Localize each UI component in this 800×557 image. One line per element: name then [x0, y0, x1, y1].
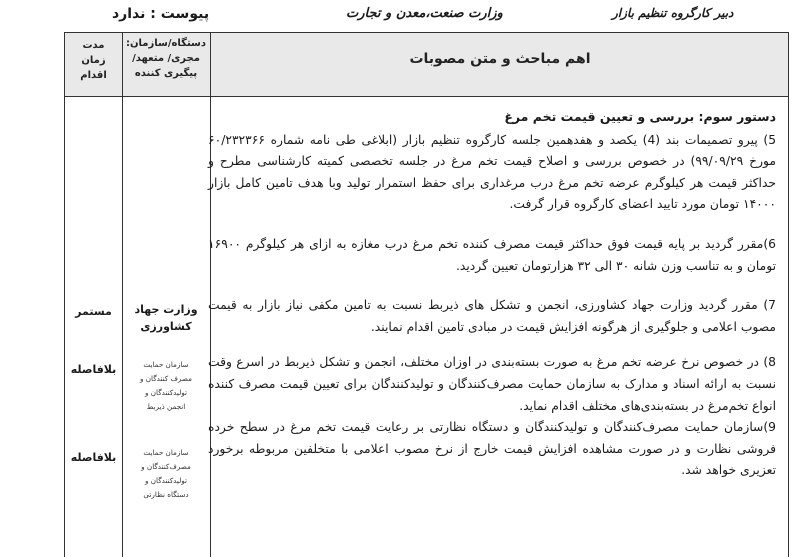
- org-consumer-protection-2: سازمان حمایت مصرف‌کنندگان و تولیدکنندگان و دستگاه نظارتی: [141, 448, 191, 499]
- minutes-table: [64, 32, 789, 557]
- ministry-name: وزارت صنعت،معدن و تجارت: [346, 6, 503, 21]
- resolution-item-8: 8) در خصوص نرخ عرضه تخم مرغ به صورت بسته‌بندی در اوزان مختلف، انجمن و تشکل ذیربط در اسرع وقت نسبت به ارائه اسناد و مدارک به سازمان حمایت مصرف‌کنندگان و تولیدکنندگان برای تعیین قیمت مصرف کننده انواع تخم‌مرغ در بسته‌بندی‌های مختلف اقدام نماید.: [208, 355, 776, 413]
- attachment-label: پیوست : ندارد: [112, 6, 210, 22]
- resolution-item-7: 7) مقرر گردید وزارت جهاد کشاورزی، انجمن و تشکل های ذیربط نسبت به تامین مکفی نیاز بازار به قیمت مصوب اعلامی و جلوگیری از هرگونه افزایش قیمت در مبادی تامین اقدام نمایند.: [208, 298, 776, 334]
- org-consumer-protection-1: سازمان حمایت مصرف کنندگان و تولیدکنندگان و انجمن ذیربط: [140, 360, 192, 411]
- column-divider: [122, 33, 123, 557]
- header-responsible-org: دستگاه/سازمان: مجری/ متعهد/ پیگیری کننده: [126, 38, 206, 79]
- header-divider: [65, 96, 788, 97]
- resolution-item-6: 6)مقرر گردید بر پایه قیمت فوق حداکثر قیمت مصرف کننده تخم مرغ درب مغازه به ازای هر کیلوگرم ۱۶۹۰۰ تومان و به تناسب وزن شانه ۳۰ الی ۳۲ هزارتومان تعیین گردید.: [208, 236, 776, 273]
- duration-continuous: مستمر: [75, 305, 112, 318]
- duration-immediate: بلافاصله: [70, 451, 117, 464]
- duration-immediate: بلافاصله: [70, 363, 117, 376]
- resolutions-text: [208, 106, 776, 482]
- header-main-topics: اهم مباحث و متن مصوبات: [409, 51, 591, 67]
- resolution-item-9: 9)سازمان حمایت مصرف‌کنندگان و تولیدکنندگان و دستگاه نظارتی بر رعایت قیمت تخم مرغ در سطح خرده فروشی نظارت و در صورت مشاهده افزایش قیمت خارج از نرخ مصوب اعلامی با متخلفین مربوطه برخورد تعزیری خواهد شد.: [208, 420, 776, 478]
- agenda-heading: دستور سوم: بررسی و تعیین قیمت تخم مرغ: [504, 109, 776, 124]
- secretariat-title: دبیر کارگروه تنظیم بازار: [612, 6, 734, 20]
- header-action-duration: مدت زمان اقدام: [80, 40, 107, 81]
- resolution-item-5: 5) پیرو تصمیمات بند (4) یکصد و هفدهمین جلسه کارگروه تنظیم بازار (ابلاغی طی نامه شماره ۶۰/۲۳۲۳۶۶ مورخ ۹۹/۰۹/۲۹) در خصوص بررسی و اصلاح قیمت تخم مرغ در جلسه تخصصی کمیته کارشناسی مطرح و حداکثر قیمت هر کیلوگرم عرضه تخم مرغ درب مرغداری برای حفظ استمرار تولید وبا هدف تامین کامل بازار ۱۴۰۰۰ تومان مورد تایید اعضای کارگروه قرار گرفت.: [208, 132, 777, 212]
- org-ministry-agriculture: وزارت جهاد کشاورزی: [134, 303, 198, 333]
